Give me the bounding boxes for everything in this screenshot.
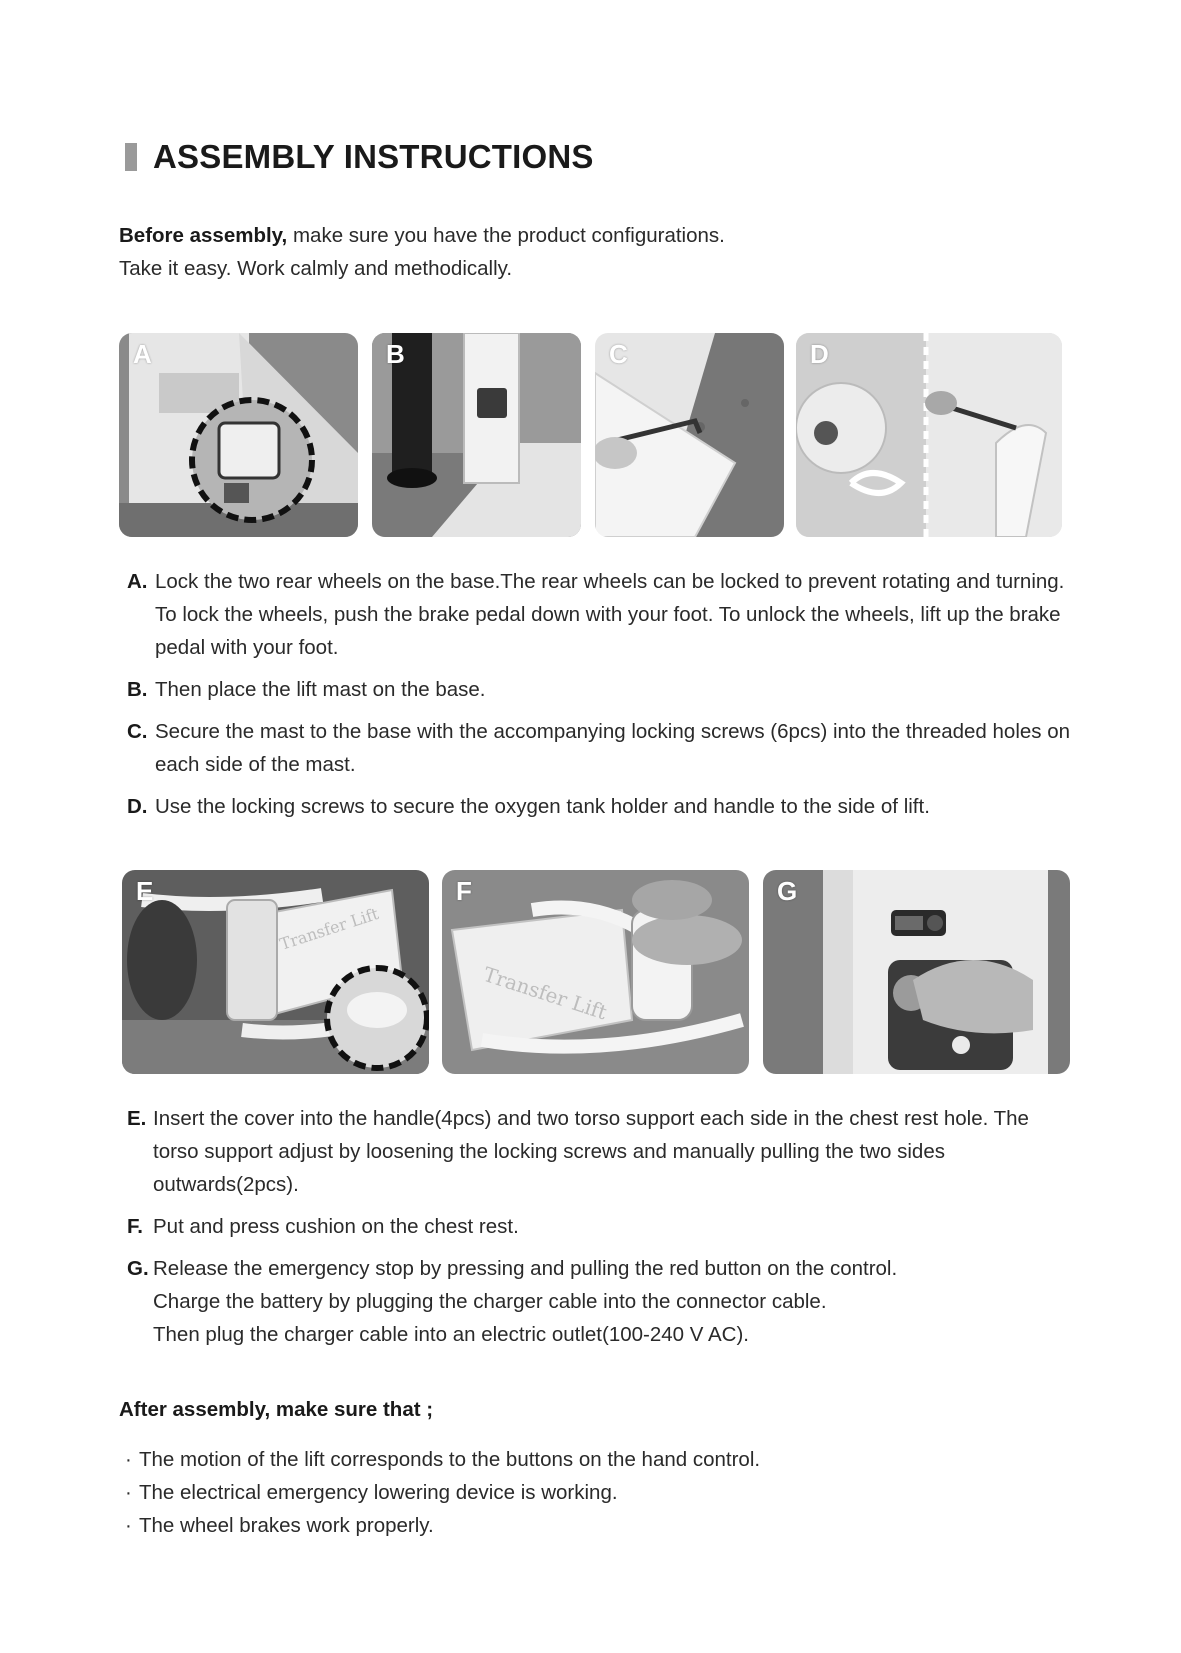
step-g xyxy=(127,1252,1077,1351)
photo-e xyxy=(122,870,429,1074)
bullet-icon: · xyxy=(125,1514,132,1537)
step-letter: C. xyxy=(127,720,148,743)
section-header xyxy=(125,138,594,176)
photo-label-f: F xyxy=(456,876,472,906)
photo-label-b: B xyxy=(386,339,405,369)
tank-holder-photo-icon xyxy=(796,333,1062,537)
steps-e-g xyxy=(127,1102,1077,1360)
step-e xyxy=(127,1102,1077,1201)
cushion-press-photo-icon xyxy=(442,870,749,1074)
step-letter: E. xyxy=(127,1107,147,1130)
photo-b xyxy=(372,333,581,537)
step-text: Then place the lift mast on the base. xyxy=(155,678,486,701)
photo-d xyxy=(796,333,1062,537)
step-b xyxy=(127,673,1077,706)
step-letter: F. xyxy=(127,1215,143,1238)
step-c xyxy=(127,715,1077,781)
photo-label-e: E xyxy=(136,876,154,906)
intro-text xyxy=(119,219,725,285)
step-g-line-1: Release the emergency stop by pressing and pulling the red button on the control. xyxy=(153,1257,898,1280)
photo-a xyxy=(119,333,358,537)
photo-label-d: D xyxy=(810,339,829,369)
step-text: Use the locking screws to secure the oxygen tank holder and handle to the side of lift. xyxy=(155,795,930,818)
checklist-item-text: The electrical emergency lowering device is working. xyxy=(139,1481,618,1504)
intro-line-2: Take it easy. Work calmly and methodically. xyxy=(119,257,513,280)
photo-label-a: A xyxy=(133,339,152,369)
after-assembly-title: After assembly, make sure that ; xyxy=(119,1398,434,1421)
checklist-item-text: The wheel brakes work properly. xyxy=(139,1514,434,1537)
after-assembly-checklist xyxy=(125,1443,760,1542)
step-letter: D. xyxy=(127,795,148,818)
photo-g xyxy=(763,870,1070,1074)
photo-label-g: G xyxy=(777,876,798,906)
step-f xyxy=(127,1210,1077,1243)
photo-f xyxy=(442,870,749,1074)
checklist-item xyxy=(125,1476,760,1509)
page-title: ASSEMBLY INSTRUCTIONS xyxy=(153,138,594,175)
intro-line-1-rest: make sure you have the product configurations. xyxy=(287,224,725,247)
step-letter: G. xyxy=(127,1257,149,1280)
intro-bold-lead: Before assembly, xyxy=(119,224,288,247)
step-g-line-2: Charge the battery by plugging the charger cable into the connector cable. xyxy=(153,1290,827,1313)
intro-line-1 xyxy=(119,219,725,252)
chest-rest-cover-photo-icon xyxy=(122,870,429,1074)
step-text: Lock the two rear wheels on the base.The rear wheels can be locked to prevent rotating and turning. To lock the wheels, push the brake pedal down with your foot. To unlock the wheels, lift up the brake pedal with your foot. xyxy=(155,570,1065,659)
title-accent-bar xyxy=(125,143,137,171)
photo-c xyxy=(595,333,784,537)
step-text: Secure the mast to the base with the accompanying locking screws (6pcs) into the threaded holes on each side of the mast. xyxy=(155,720,1071,776)
step-g-line-3: Then plug the charger cable into an electric outlet(100-240 V AC). xyxy=(153,1323,749,1346)
step-text xyxy=(153,1252,1077,1351)
checklist-item xyxy=(125,1509,760,1542)
step-letter: A. xyxy=(127,570,148,593)
step-text: Put and press cushion on the chest rest. xyxy=(153,1215,519,1238)
emergency-stop-photo-icon xyxy=(763,870,1070,1074)
step-a xyxy=(127,565,1077,664)
photo-label-c: C xyxy=(609,339,628,369)
step-text: Insert the cover into the handle(4pcs) and two torso support each side in the chest rest hole. The torso support adjust by loosening the locking screws and manually pulling the two sides outwards(2pcs). xyxy=(153,1107,1029,1196)
checklist-item xyxy=(125,1443,760,1476)
bullet-icon: · xyxy=(125,1481,132,1504)
checklist-item-text: The motion of the lift corresponds to the buttons on the hand control. xyxy=(139,1448,761,1471)
step-letter: B. xyxy=(127,678,148,701)
wheel-brake-photo-icon xyxy=(119,333,358,537)
bullet-icon: · xyxy=(125,1448,132,1471)
steps-a-d xyxy=(127,565,1077,832)
photo-e-brand: Transfer Lift xyxy=(277,904,381,954)
photo-f-brand: Transfer Lift xyxy=(480,961,610,1025)
step-d xyxy=(127,790,1077,823)
